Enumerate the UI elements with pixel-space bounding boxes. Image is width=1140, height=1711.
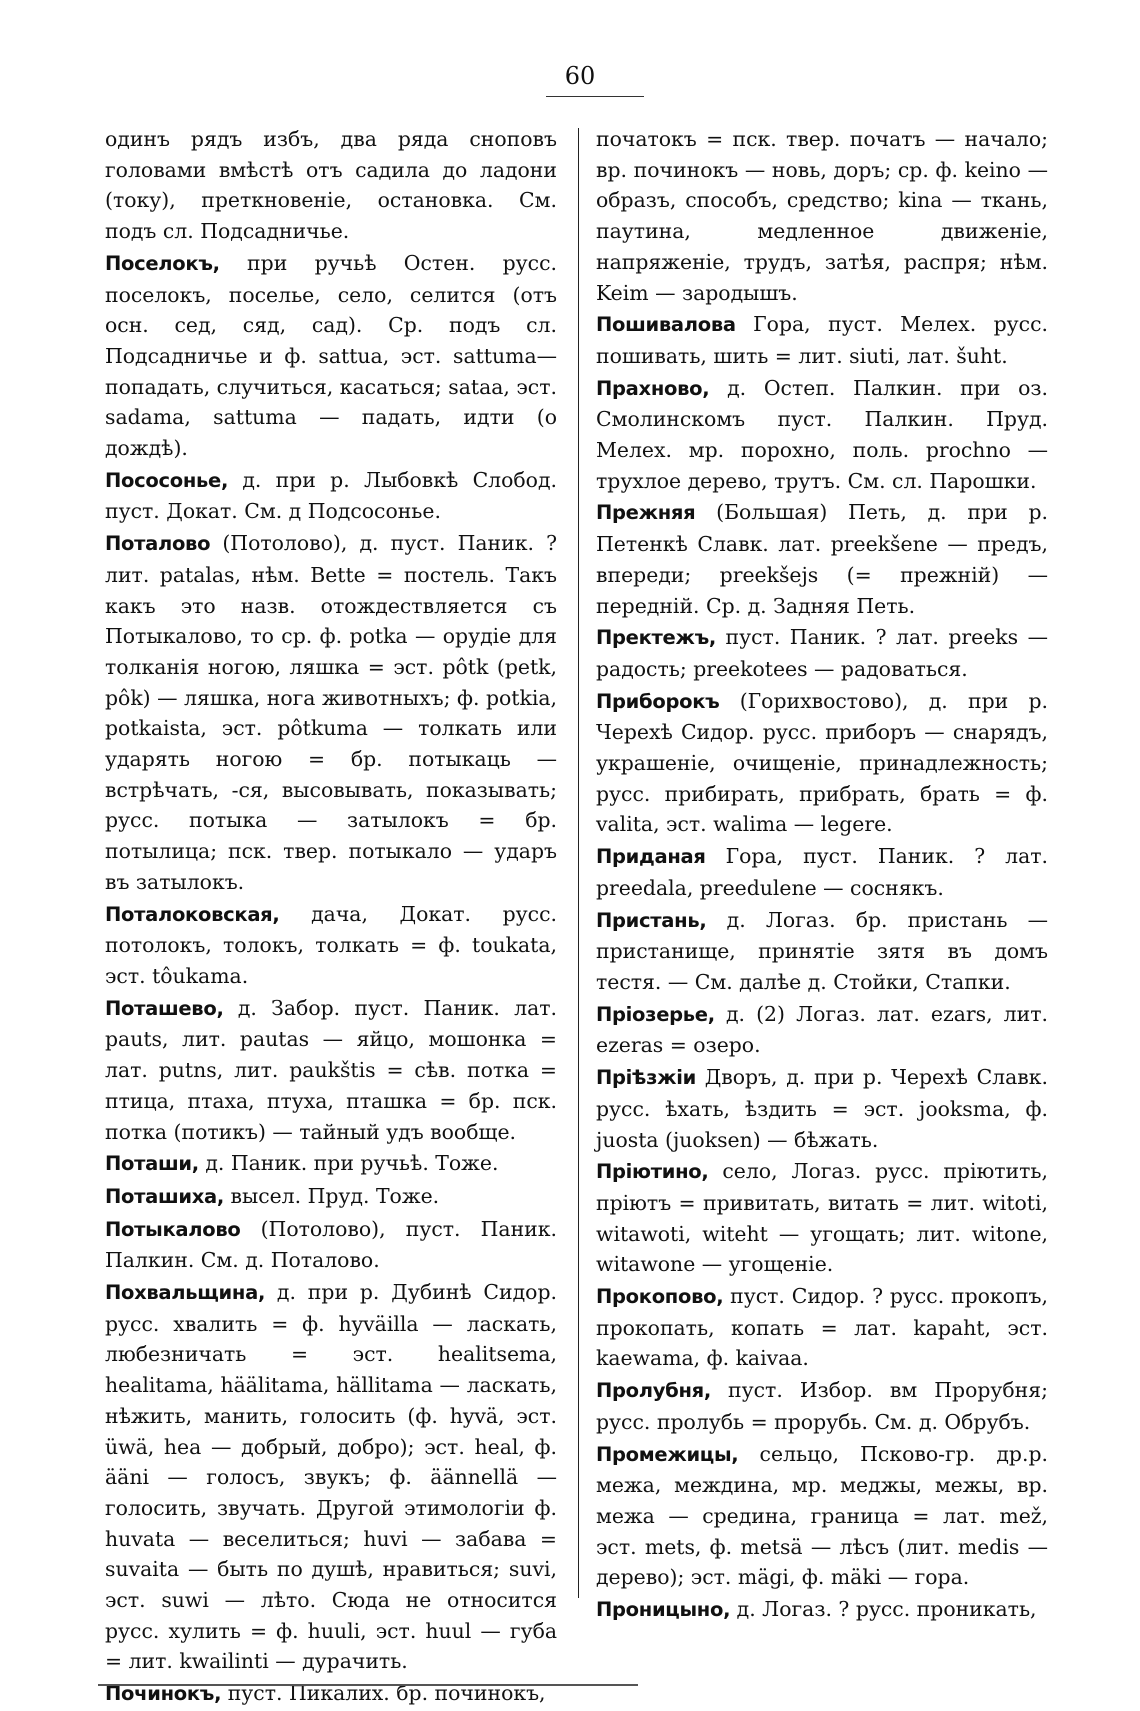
entry-headword: Поселокъ, bbox=[105, 251, 220, 275]
dictionary-entry bbox=[105, 465, 557, 527]
entry-headword: Пріозерье, bbox=[596, 1002, 715, 1026]
entry-headword: Пролубня, bbox=[596, 1379, 711, 1403]
entry-headword: Прахново, bbox=[596, 376, 710, 400]
entry-headword: Потыкалово bbox=[105, 1217, 241, 1241]
entry-text: д. Остеп. Палкин. при оз. Смолинскомъ пуст. Палкин. Пруд. Мелех. мр. порохно, поль. prochno — трухлое дерево, трутъ. См. сл. Парошки. bbox=[596, 375, 1048, 493]
entry-headword: Пріютино, bbox=[596, 1160, 709, 1184]
dictionary-entry bbox=[596, 999, 1048, 1061]
entry-headword: Приданая bbox=[596, 845, 706, 869]
bottom-rule bbox=[98, 1684, 638, 1686]
left-column bbox=[105, 124, 557, 1711]
dictionary-entry bbox=[596, 1439, 1048, 1594]
entry-text: д. Логаз. ? русс. проникать, bbox=[730, 1597, 1037, 1622]
dictionary-entry bbox=[596, 1594, 1048, 1626]
entry-text: (Горихвостово), д. при р. Черехѣ Сидор. русс. приборъ — снарядъ, украшеніе, очищеніе, принадлежность; русс. прибирать, прибрать, брать = ф. valita, эст. walima — legere. bbox=[596, 688, 1048, 837]
entry-continuation bbox=[105, 124, 557, 247]
entry-text: высел. Пруд. Тоже. bbox=[224, 1183, 440, 1208]
entry-headword: Пошивалова bbox=[596, 313, 736, 337]
page-number: 60 bbox=[564, 62, 596, 90]
entry-headword: Проницыно, bbox=[596, 1598, 731, 1622]
dictionary-entry bbox=[105, 1148, 557, 1180]
entry-text: д. Паник. при ручьѣ. Тоже. bbox=[198, 1151, 499, 1176]
entry-headword: Пососонье, bbox=[105, 468, 229, 492]
entry-text: пуст. Пикалих. бр. починокъ, bbox=[221, 1681, 546, 1706]
dictionary-entry bbox=[596, 1156, 1048, 1280]
entry-text: д. при р. Дубинѣ Сидор. русс. хвалить = ф. hyväilla — ласкать, любезничать = эст. healitsema, healitama, häälitama, hällitama — ласкать, нѣжить, манить, голосить (ф. hyvä, эст. üwä, hea — добрый, добро); эст. heal, ф. ääni — голосъ, звукъ; ф. äännellä — голосить, звучать. Другой этимологіи ф. huvata — веселиться; huvi — забава = suvaita — быть по душѣ, нравиться; suvi, эст. suwi — лѣто. Сюда не относится русс. хулить = ф. huuli, эст. huul — губа = лит. kwailinti — дурачить. bbox=[105, 1280, 557, 1674]
entry-headword: Поташево, bbox=[105, 996, 224, 1020]
entry-text: дача, Докат. русс. потолокъ, толокъ, толкать = ф. toukata, эст. tôukama. bbox=[105, 901, 557, 988]
entry-text: пуст. Сидор. ? русс. прокопъ, прокопать, копать = лат. kapaht, эст. kaewama, ф. kaivaa. bbox=[596, 1284, 1048, 1371]
dictionary-entry bbox=[105, 1277, 557, 1677]
dictionary-entry bbox=[596, 1062, 1048, 1155]
entry-headword: Пристань, bbox=[596, 908, 707, 932]
dictionary-entry bbox=[105, 1214, 557, 1276]
entry-text: пуст. Паник. ? лат. preeks — радость; preekotees — радоваться. bbox=[596, 625, 1048, 681]
entry-headword: Пректежъ, bbox=[596, 626, 717, 650]
entry-headword: Поталово bbox=[105, 532, 211, 556]
entry-text: Дворъ, д. при р. Черехѣ Славк. русс. ѣхать, ѣздить = эст. jooksma, ф. juosta (juoksen) — бѣжать. bbox=[596, 1065, 1048, 1152]
dictionary-entry bbox=[596, 309, 1048, 371]
dictionary-entry bbox=[596, 497, 1048, 621]
entry-headword: Починокъ, bbox=[105, 1682, 222, 1706]
dictionary-entry bbox=[105, 528, 557, 897]
entry-text: село, Логаз. русс. пріютить, пріютъ = привитать, витать = лит. witoti, witawoti, witeht — угощать; лит. witone, witawone — угощеніе. bbox=[596, 1159, 1048, 1277]
entry-text: (Потолово), д. пуст. Паник. ? лит. patalas, нѣм. Bette = постель. Такъ какъ это назв. отождествляется съ Потыкалово, то ср. ф. potka — орудіе для толканія ногою, ляшка = эст. pôtk (petk, pôk) — ляшка, нога животныхъ; ф. potkia, potkaista, эст. pôtkuma — толкать или ударять ногою = бр. потыкаць — встрѣчать, -ся, высовывать, показывать; русс. потыка — затылокъ = бр. потылица; пск. твер. потыкало — ударъ въ затылокъ. bbox=[105, 531, 557, 894]
entry-headword: Поташиха, bbox=[105, 1184, 224, 1208]
column-divider bbox=[578, 128, 579, 1598]
dictionary-entry bbox=[596, 1375, 1048, 1437]
entry-text: д. при р. Лыбовкѣ Слобод. пуст. Докат. См. д Подсосонье. bbox=[105, 467, 557, 524]
entry-text: початокъ = пск. твер. початъ — начало; вр. починокъ — новь, доръ; ср. ф. keino — образъ, способъ, средство; kina — ткань, паутина, медленное движеніе, напряженіе, трудъ, затѣя, распря; нѣм. Keim — зародышъ. bbox=[596, 127, 1048, 305]
dictionary-entry bbox=[596, 686, 1048, 841]
entry-headword: Прежняя bbox=[596, 501, 696, 525]
entry-continuation bbox=[596, 124, 1048, 308]
entry-text: Гора, пуст. Мелех. русс. пошивать, шить = лит. siuti, лат. šuht. bbox=[596, 312, 1048, 368]
entry-headword: Похвальщина, bbox=[105, 1281, 266, 1305]
dictionary-entry bbox=[596, 841, 1048, 903]
entry-text: (Большая) Петь, д. при р. Петенкѣ Славк. лат. preekšene — предъ, впереди; preekšejs (= прежній) — передній. Ср. д. Задняя Петь. bbox=[596, 500, 1048, 618]
entry-headword: Поталоковская, bbox=[105, 902, 280, 926]
dictionary-entry bbox=[105, 993, 557, 1148]
entry-text: д. (2) Логаз. лат. ezars, лит. ezeras = озеро. bbox=[596, 1001, 1048, 1058]
right-column bbox=[596, 124, 1048, 1627]
dictionary-entry bbox=[596, 373, 1048, 497]
entry-text: Гора, пуст. Паник. ? лат. preedala, preedulene — соснякъ. bbox=[596, 844, 1048, 900]
dictionary-entry bbox=[105, 1181, 557, 1213]
dictionary-entry bbox=[596, 622, 1048, 684]
entry-text: (Потолово), пуст. Паник. Палкин. См. д. Поталово. bbox=[105, 1216, 557, 1273]
dictionary-entry bbox=[596, 1281, 1048, 1374]
dictionary-entry bbox=[105, 1678, 557, 1710]
entry-text: одинъ рядъ избъ, два ряда сноповъ головами вмѣстѣ отъ садила до ладони (току), преткновеніе, остановка. См. подъ сл. Подсадничье. bbox=[105, 127, 557, 244]
entry-headword: Пріѣзжіи bbox=[596, 1066, 696, 1090]
dictionary-entry bbox=[105, 899, 557, 992]
entry-text: пуст. Избор. вм Прорубня; русс. пролубь = прорубь. См. д. Обрубъ. bbox=[596, 1378, 1048, 1434]
entry-headword: Приборокъ bbox=[596, 689, 720, 713]
dictionary-entry bbox=[105, 248, 557, 464]
entry-text: сельцо, Псково-гр. др.р. межа, междина, мр. меджы, межы, вр. межа — средина, граница = лат. mež, эст. mets, ф. metsä — лѣсъ (лит. medis — дерево); эст. mägi, ф. mäki — гора. bbox=[596, 1441, 1048, 1590]
entry-text: при ручьѣ Остен. русс. поселокъ, поселье, село, селится (отъ осн. сед, сяд, сад). Ср. подъ сл. Подсадничье и ф. sattua, эст. sattuma—попадать, случиться, касаться; sataa, эст. sadama, sattuma — падать, идти (о дождѣ). bbox=[105, 250, 557, 461]
entry-headword: Поташи, bbox=[105, 1152, 199, 1176]
dictionary-entry bbox=[596, 905, 1048, 998]
entry-headword: Промежицы, bbox=[596, 1442, 739, 1466]
page-number-rule bbox=[546, 96, 644, 97]
entry-text: д. Забор. пуст. Паник. лат. pauts, лит. pautas — яйцо, мошонка = лат. putns, лит. paukštis = сѣв. потка = птица, птаха, птуха, пташка = бр. пск. потка (потикъ) — тайный удъ вообще. bbox=[105, 995, 557, 1144]
entry-headword: Прокопово, bbox=[596, 1285, 724, 1309]
entry-text: д. Логаз. бр. пристань — пристанище, принятіе зятя въ домъ тестя. — См. далѣе д. Стойки, Стапки. bbox=[596, 907, 1048, 994]
